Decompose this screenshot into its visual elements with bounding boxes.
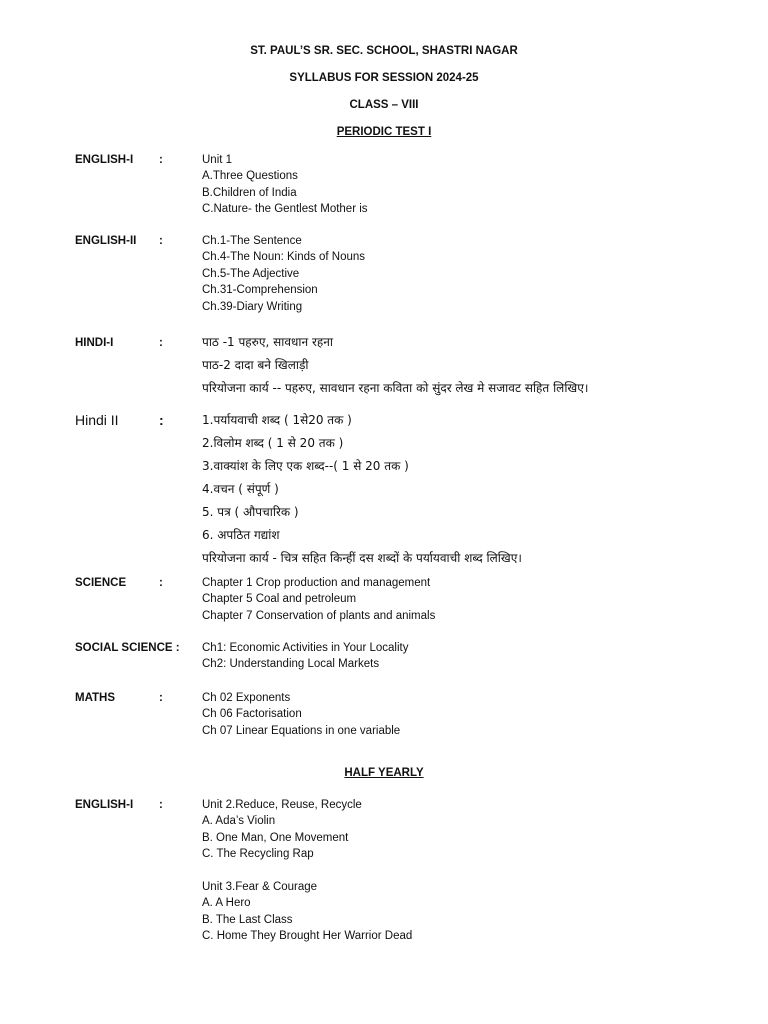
topic-item: B. One Man, One Movement (202, 831, 349, 844)
subject-science: SCIENCE (75, 577, 127, 589)
topic-item: B.Children of India (202, 186, 297, 199)
colon: : (159, 154, 163, 166)
colon: : (159, 692, 163, 704)
colon: : (159, 337, 163, 349)
topic-item: Unit 3.Fear & Courage (202, 881, 318, 894)
topic-list-english-1 (202, 152, 742, 218)
topic-item: C.Nature- the Gentlest Mother is (202, 203, 368, 216)
colon: : (159, 235, 163, 247)
topic-item: Ch2: Understanding Local Markets (202, 658, 380, 671)
subject-half-yearly-english-1: ENGLISH-I (75, 799, 134, 811)
topic-item: Ch.39-Diary Writing (202, 300, 303, 313)
topic-item: A. Ada’s Violin (202, 815, 276, 828)
topic-item: Ch1: Economic Activities in Your Locality (202, 642, 409, 654)
topic-item: Chapter 5 Coal and petroleum (202, 593, 357, 606)
topic-item: Chapter 1 Crop production and management (202, 577, 431, 589)
school-name: ST. PAUL’S SR. SEC. SCHOOL, SHASTRI NAGAR (250, 45, 518, 57)
topic-item: 3.वाक्यांश के लिए एक शब्द--( 1 से 20 तक ) (202, 459, 409, 473)
topic-item: Ch.5-The Adjective (202, 267, 300, 280)
subject-maths: MATHS (75, 692, 116, 704)
subject-hindi-2: Hindi II (75, 412, 119, 428)
spacer (202, 863, 742, 879)
topic-item: Chapter 7 Conservation of plants and animals (202, 609, 436, 622)
subject-english-2: ENGLISH-II (75, 235, 137, 247)
topic-item: Unit 2.Reduce, Reuse, Recycle (202, 799, 362, 811)
topic-list-half-yearly-english-1 (202, 797, 742, 945)
topic-item: 1.पर्यायवाची शब्द ( 1से20 तक ) (202, 413, 352, 427)
topic-item: Ch.1-The Sentence (202, 235, 302, 247)
topic-item: Unit 1 (202, 154, 233, 166)
topic-item: C. Home They Brought Her Warrior Dead (202, 930, 413, 943)
topic-item: Ch.31-Comprehension (202, 284, 318, 297)
topic-list-hindi-1 (202, 331, 742, 400)
colon: : (159, 577, 163, 589)
class-title: CLASS – VIII (349, 99, 419, 111)
topic-item: Ch.4-The Noun: Kinds of Nouns (202, 251, 366, 264)
syllabus-title: SYLLABUS FOR SESSION 2024-25 (289, 72, 479, 84)
topic-item: परियोजना कार्य -- पहरुए, सावधान रहना कविता को सुंदर लेख मे सजावट सहित लिखिए। (202, 381, 589, 395)
periodic-test-heading: PERIODIC TEST I (336, 126, 432, 138)
colon: : (159, 799, 163, 811)
topic-item: C. The Recycling Rap (202, 848, 314, 861)
subject-social-science: SOCIAL SCIENCE : (75, 642, 180, 654)
topic-list-social-science (202, 640, 742, 673)
topic-item: पाठ-2 दादा बने खिलाड़ी (202, 358, 309, 372)
colon: : (159, 412, 164, 428)
topic-item: Ch 07 Linear Equations in one variable (202, 724, 401, 737)
topic-item: परियोजना कार्य - चित्र सहित किन्हीं दस शब्दों के पर्यायवाची शब्द लिखिए। (202, 551, 522, 565)
topic-list-science (202, 575, 742, 624)
topic-item: A.Three Questions (202, 170, 298, 183)
topic-item: 4.वचन ( संपूर्ण ) (202, 482, 279, 496)
half-yearly-heading: HALF YEARLY (344, 767, 424, 779)
topic-list-hindi-2 (202, 409, 742, 570)
topic-item: Ch 06 Factorisation (202, 708, 302, 721)
topic-item: 6. अपठित गद्यांश (202, 528, 280, 542)
topic-item: पाठ -1 पहरुए, सावधान रहना (202, 335, 334, 349)
topic-item: A. A Hero (202, 897, 251, 910)
topic-item: 5. पत्र ( औपचारिक ) (202, 505, 299, 519)
topic-list-maths (202, 690, 742, 739)
topic-item: Ch 02 Exponents (202, 692, 291, 704)
topic-item: 2.विलोम शब्द ( 1 से 20 तक ) (202, 436, 344, 450)
topic-list-english-2 (202, 233, 742, 315)
topic-item: B. The Last Class (202, 913, 293, 926)
subject-english-1: ENGLISH-I (75, 154, 134, 166)
subject-hindi-1: HINDI-I (75, 337, 114, 349)
